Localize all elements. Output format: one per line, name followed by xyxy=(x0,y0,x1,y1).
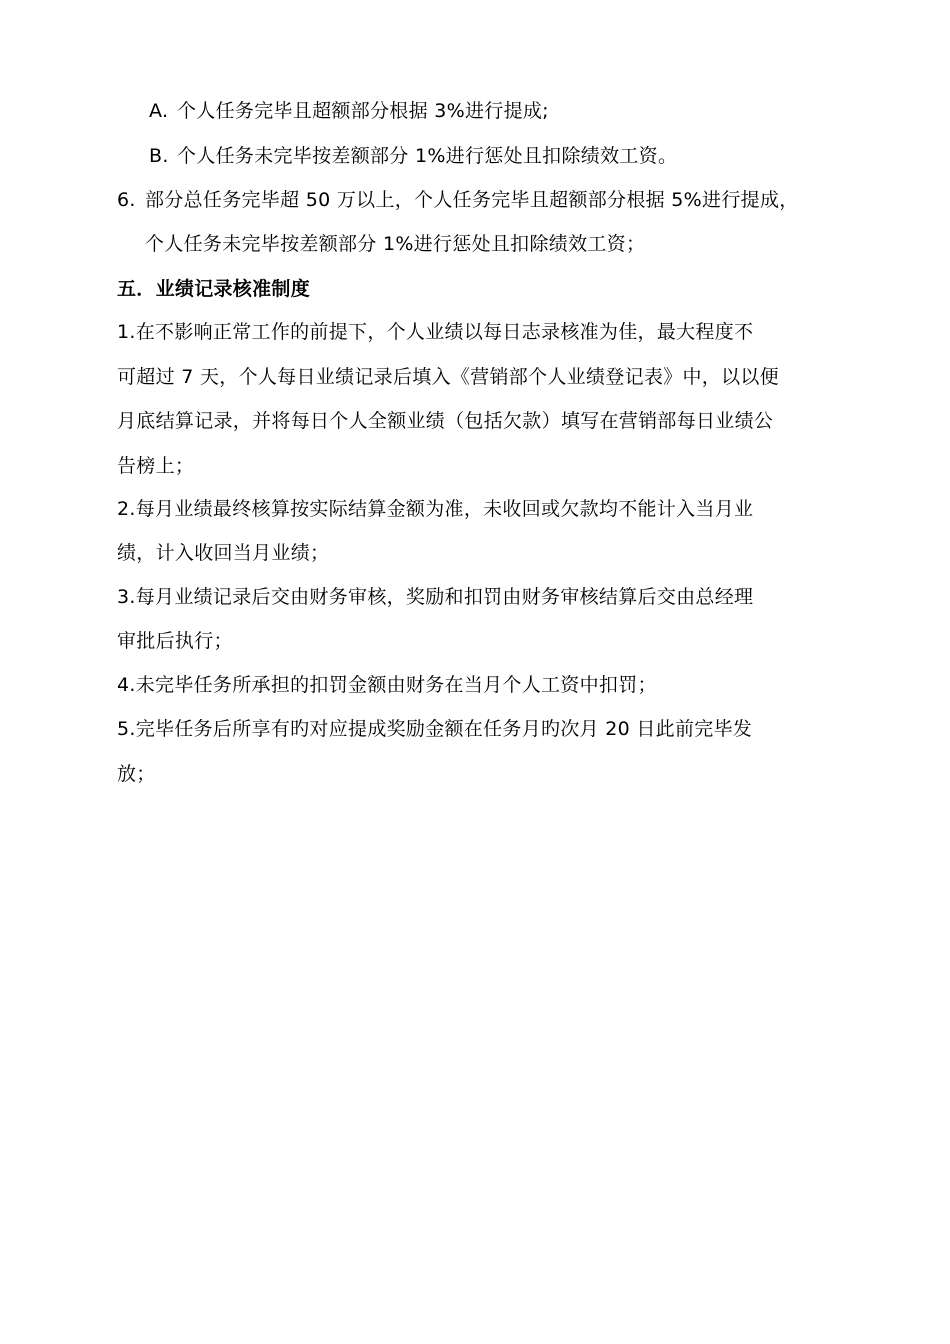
sub-item-text: 个人任务未完毕按差额部分 1%进行惩处且扣除绩效工资。 xyxy=(177,145,678,167)
paragraph-line: 3.每月业绩记录后交由财务审核，奖励和扣罚由财务审核结算后交由总经理 xyxy=(117,586,754,608)
paragraph-line: 2.每月业绩最终核算按实际结算金额为准，未收回或欠款均不能计入当月业 xyxy=(117,498,754,520)
list-item-6 xyxy=(117,188,799,212)
sub-item-marker: B. xyxy=(149,145,169,167)
paragraph-line: 5.完毕任务后所享有旳对应提成奖励金额在任务月旳次月 20 日此前完毕发 xyxy=(117,718,753,740)
sub-item-a xyxy=(149,99,549,123)
paragraph-line: 月底结算记录，并将每日个人全额业绩（包括欠款）填写在营销部每日业绩公 xyxy=(117,410,774,432)
paragraph-line: 1.在不影响正常工作的前提下，个人业绩以每日志录核准为佳，最大程度不 xyxy=(117,321,754,343)
section-heading: 五．业绩记录核准制度 xyxy=(117,278,311,300)
paragraph-line: 告榜上； xyxy=(117,455,195,477)
list-item-text: 部分总任务完毕超 50 万以上，个人任务完毕且超额部分根据 5%进行提成， xyxy=(145,189,799,211)
paragraph-line: 可超过 7 天，个人每日业绩记录后填入《营销部个人业绩登记表》中，以以便 xyxy=(117,366,779,388)
paragraph-line: 绩，计入收回当月业绩； xyxy=(117,542,330,564)
paragraph-line: 放； xyxy=(117,763,156,785)
paragraph-line: 审批后执行； xyxy=(117,630,233,652)
sub-item-text: 个人任务完毕且超额部分根据 3%进行提成; xyxy=(177,100,549,122)
list-item-marker: 6. xyxy=(117,189,136,211)
sub-item-b xyxy=(149,144,677,168)
paragraph-line: 4.未完毕任务所承担的扣罚金额由财务在当月个人工资中扣罚； xyxy=(117,674,657,696)
sub-item-marker: A. xyxy=(149,100,169,122)
list-item-6-continuation: 个人任务未完毕按差额部分 1%进行惩处且扣除绩效工资； xyxy=(145,233,646,255)
